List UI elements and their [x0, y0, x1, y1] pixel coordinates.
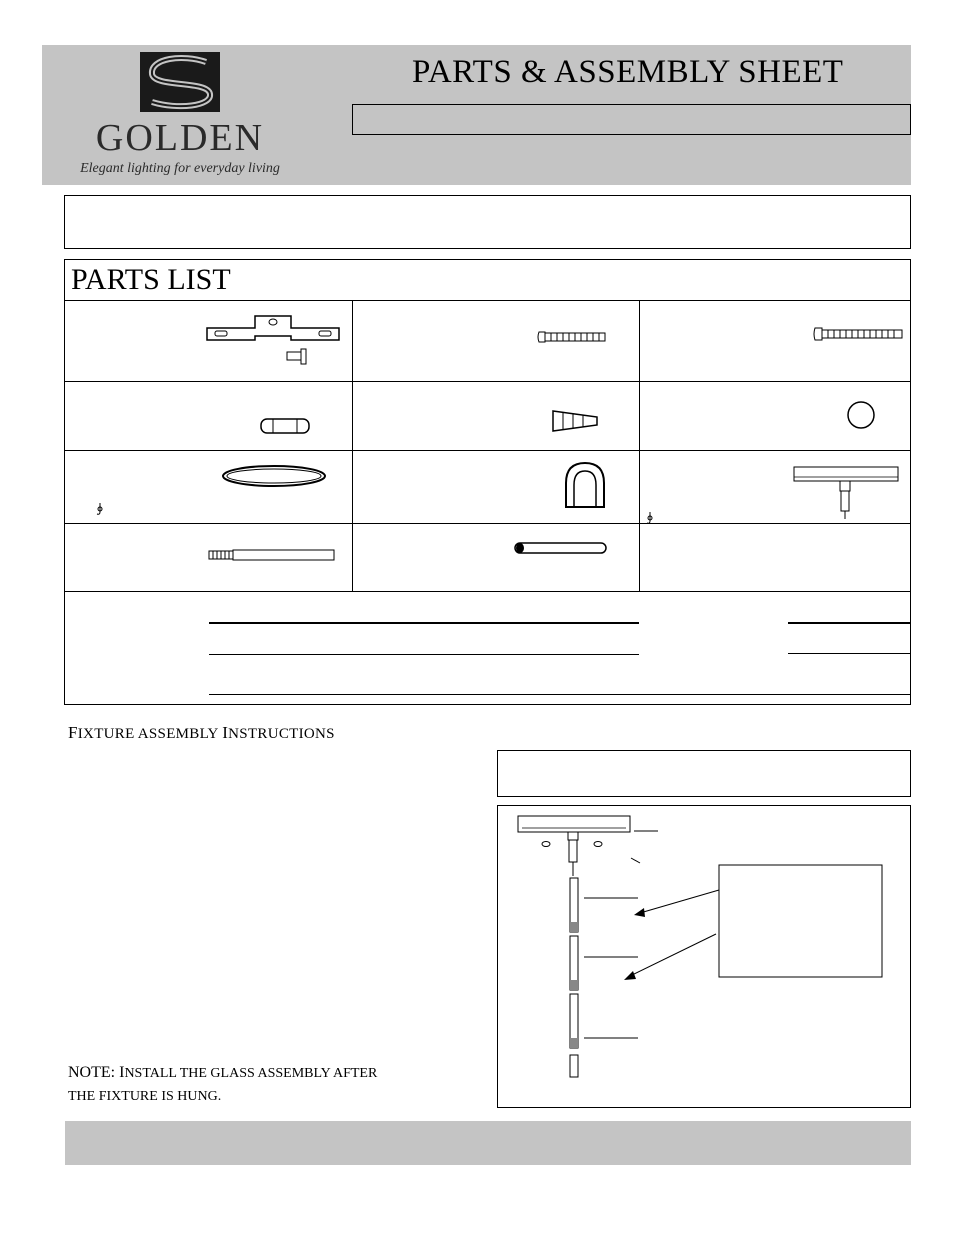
- golden-logo-mark-icon: [78, 50, 283, 182]
- wire-nut-icon: [549, 407, 603, 435]
- assembly-diagram-box: [497, 805, 911, 1108]
- hook-symbol-icon: [645, 511, 655, 525]
- threaded-rod-icon: [207, 547, 337, 563]
- crossbar-icon: [203, 310, 343, 370]
- parts-list-title: PARTS LIST: [71, 263, 231, 296]
- grid-line: [64, 381, 911, 382]
- long-screw-icon: [813, 326, 905, 342]
- fill-line: [788, 653, 911, 654]
- diagram-caption-box: [497, 750, 911, 797]
- grid-line: [64, 523, 911, 524]
- grid-line: [64, 300, 911, 301]
- stem-assembly-diagram-icon: [498, 806, 910, 1107]
- stem-icon: [513, 540, 609, 556]
- grid-line: [352, 300, 353, 591]
- page-title: PARTS & ASSEMBLY SHEET: [412, 54, 844, 90]
- brand-tagline: Elegant lighting for everyday living: [80, 161, 280, 176]
- ring-icon: [220, 463, 328, 489]
- footer-band: [65, 1121, 911, 1165]
- parts-list-box: [64, 259, 911, 705]
- nut-icon: [259, 416, 311, 436]
- model-number-box: [352, 104, 911, 135]
- grid-line: [64, 450, 911, 451]
- info-box: [64, 195, 911, 249]
- brand-name: GOLDEN: [95, 117, 265, 159]
- hook-symbol-icon: [95, 502, 105, 516]
- fill-line: [209, 622, 639, 624]
- hook-icon: [562, 461, 608, 509]
- section-title-assembly-instructions: FIXTURE ASSEMBLY INSTRUCTIONS: [68, 723, 335, 742]
- grid-line: [64, 591, 911, 592]
- fill-line: [209, 654, 639, 655]
- grid-line: [639, 300, 640, 591]
- glass-assembly-note: NOTE: INSTALL THE GLASS ASSEMBLY AFTER THE FIXTURE IS HUNG.: [68, 1064, 378, 1104]
- ball-icon: [845, 399, 877, 431]
- canopy-icon: [792, 465, 900, 521]
- golden-logo: [78, 50, 283, 182]
- fill-line: [788, 622, 911, 624]
- fill-line: [209, 694, 911, 695]
- short-screw-icon: [537, 330, 607, 344]
